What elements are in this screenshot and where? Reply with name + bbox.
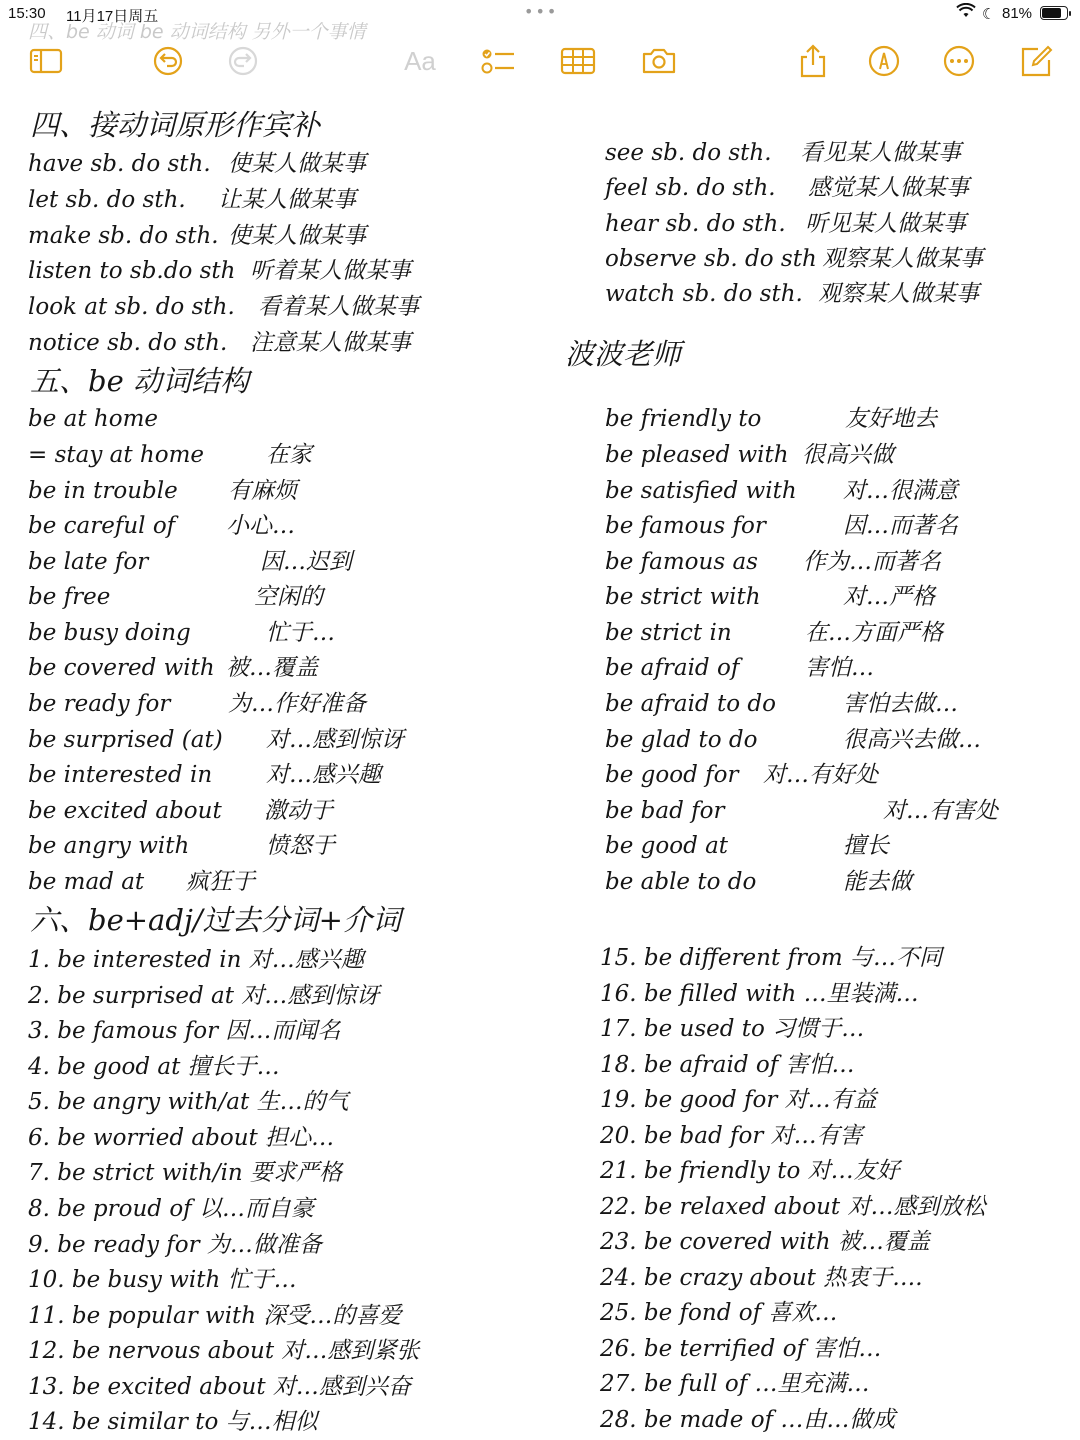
phrase-en: be able to do <box>605 869 757 895</box>
signature: 波波老师 <box>565 337 682 371</box>
numbered-phrase: 6. be worried about 担心… <box>28 1125 335 1151</box>
section-heading: 四、接动词原形作宾补 <box>30 108 321 142</box>
phrase-cn: 作为…而著名 <box>803 549 941 575</box>
numbered-phrase: 4. be good at 擅长于… <box>28 1054 280 1080</box>
phrase-en: be famous as <box>605 549 758 575</box>
phrase-cn: 因…迟到 <box>260 549 352 575</box>
phrase-cn: 害怕… <box>805 655 874 681</box>
status-date: 11月17日周五 <box>66 8 159 25</box>
numbered-phrase: 10. be busy with 忙于… <box>28 1267 297 1293</box>
phrase-en: be bad for <box>605 798 725 824</box>
phrase-en: be pleased with <box>605 442 789 468</box>
wifi-icon <box>956 3 976 23</box>
phrase-en: be strict with <box>605 584 761 610</box>
camera-icon[interactable] <box>641 44 677 78</box>
phrase-cn: 使某人做某事 <box>228 151 366 177</box>
phrase-en: make sb. do sth. <box>28 223 219 249</box>
numbered-phrase: 25. be fond of 喜欢… <box>600 1300 838 1326</box>
multitasking-dots-icon[interactable]: ••• <box>524 2 559 21</box>
phrase-cn: 观察某人做某事 <box>822 246 983 272</box>
phrase-en: be friendly to <box>605 406 762 432</box>
numbered-phrase: 5. be angry with/at 生…的气 <box>28 1089 349 1115</box>
phrase-cn: 愤怒于 <box>266 833 335 859</box>
status-time: 15:30 <box>8 5 46 22</box>
numbered-phrase: 17. be used to 习惯于… <box>600 1016 865 1042</box>
phrase-en: be free <box>28 584 111 610</box>
phrase-cn: 激动于 <box>264 798 333 824</box>
numbered-phrase: 9. be ready for 为…做准备 <box>28 1232 322 1258</box>
numbered-phrase: 27. be full of …里充满… <box>600 1371 870 1397</box>
undo-icon[interactable] <box>150 44 186 78</box>
phrase-en: be in trouble <box>28 478 178 504</box>
phrase-cn: 对…严格 <box>843 584 935 610</box>
phrase-cn: 注意某人做某事 <box>250 330 411 356</box>
phrase-cn: 对…有害处 <box>883 798 998 824</box>
phrase-en: watch sb. do sth. <box>605 281 803 307</box>
numbered-phrase: 18. be afraid of 害怕… <box>600 1052 855 1078</box>
text-format-icon[interactable]: Aa <box>404 46 436 76</box>
phrase-en: notice sb. do sth. <box>28 330 228 356</box>
numbered-phrase: 15. be different from 与…不同 <box>600 945 942 971</box>
phrase-cn: 看着某人做某事 <box>258 294 419 320</box>
phrase-en: look at sb. do sth. <box>28 294 235 320</box>
numbered-phrase: 20. be bad for 对…有害 <box>600 1123 863 1149</box>
phrase-en: be careful of <box>28 513 176 539</box>
phrase-en: be late for <box>28 549 149 575</box>
phrase-cn: 在家 <box>266 442 312 468</box>
numbered-phrase: 21. be friendly to 对…友好 <box>600 1158 900 1184</box>
table-icon[interactable] <box>560 44 596 78</box>
phrase-en: feel sb. do sth. <box>605 175 776 201</box>
phrase-cn: 忙于… <box>266 620 335 646</box>
phrase-en: be mad at <box>28 869 145 895</box>
numbered-phrase: 13. be excited about 对…感到兴奋 <box>28 1374 411 1400</box>
phrase-en: be interested in <box>28 762 213 788</box>
phrase-cn: 为…作好准备 <box>228 691 366 717</box>
phrase-en: hear sb. do sth. <box>605 211 786 237</box>
phrase-en: be excited about <box>28 798 222 824</box>
phrase-cn: 听着某人做某事 <box>250 258 411 284</box>
phrase-en: observe sb. do sth <box>605 246 817 272</box>
numbered-phrase: 26. be terrified of 害怕… <box>600 1336 882 1362</box>
numbered-phrase: 11. be popular with 深受…的喜爱 <box>28 1303 402 1329</box>
phrase-en: let sb. do sth. <box>28 187 186 213</box>
numbered-phrase: 8. be proud of 以…而自豪 <box>28 1196 314 1222</box>
markup-icon[interactable] <box>866 44 902 78</box>
phrase-en: = stay at home <box>28 442 204 468</box>
phrase-cn: 看见某人做某事 <box>800 140 961 166</box>
section-heading: 六、be+adj/过去分词+介词 <box>30 903 401 937</box>
numbered-phrase: 3. be famous for 因…而闻名 <box>28 1018 341 1044</box>
phrase-cn: 空闲的 <box>254 584 323 610</box>
phrase-cn: 对…有好处 <box>763 762 878 788</box>
battery-icon <box>1040 6 1068 20</box>
phrase-cn: 在…方面严格 <box>805 620 943 646</box>
phrase-cn: 小心… <box>226 513 295 539</box>
phrase-cn: 使某人做某事 <box>228 223 366 249</box>
phrase-en: be strict in <box>605 620 732 646</box>
phrase-cn: 观察某人做某事 <box>818 281 979 307</box>
battery-percent: 81% <box>1002 5 1033 22</box>
phrase-en: be afraid to do <box>605 691 776 717</box>
phrase-cn: 因…而著名 <box>843 513 958 539</box>
phrase-cn: 有麻烦 <box>228 478 297 504</box>
phrase-en: be at home <box>28 406 158 432</box>
numbered-phrase: 2. be surprised at 对…感到惊讶 <box>28 983 380 1009</box>
note-canvas[interactable] <box>0 95 1080 1440</box>
phrase-cn: 擅长 <box>843 833 889 859</box>
phrase-en: be satisfied with <box>605 478 797 504</box>
phrase-cn: 被…覆盖 <box>226 655 318 681</box>
phrase-en: be ready for <box>28 691 171 717</box>
phrase-en: be busy doing <box>28 620 191 646</box>
phrase-en: listen to sb.do sth <box>28 258 236 284</box>
phrase-cn: 疯狂于 <box>186 869 255 895</box>
phrase-cn: 很高兴做 <box>802 442 894 468</box>
phrase-en: be glad to do <box>605 727 758 753</box>
moon-icon: ☾ <box>982 6 996 23</box>
phrase-cn: 能去做 <box>843 869 912 895</box>
phrase-cn: 友好地去 <box>845 406 937 432</box>
checklist-icon[interactable] <box>480 44 516 78</box>
more-icon[interactable] <box>941 44 977 78</box>
phrase-cn: 对…感兴趣 <box>266 762 381 788</box>
phrase-en: be good at <box>605 833 729 859</box>
numbered-phrase: 22. be relaxed about 对…感到放松 <box>600 1194 986 1220</box>
phrase-en: be afraid of <box>605 655 740 681</box>
numbered-phrase: 7. be strict with/in 要求严格 <box>28 1160 343 1186</box>
numbered-phrase: 24. be crazy about 热衷于…. <box>600 1265 923 1291</box>
phrase-en: be famous for <box>605 513 766 539</box>
phrase-cn: 让某人做某事 <box>218 187 356 213</box>
phrase-cn: 对…很满意 <box>843 478 958 504</box>
phrase-en: be angry with <box>28 833 190 859</box>
numbered-phrase: 14. be similar to 与…相似 <box>28 1409 318 1435</box>
section-heading: 五、be 动词结构 <box>30 364 249 398</box>
numbered-phrase: 1. be interested in 对…感兴趣 <box>28 947 364 973</box>
numbered-phrase: 19. be good for 对…有益 <box>600 1087 877 1113</box>
phrase-cn: 害怕去做… <box>843 691 958 717</box>
phrase-cn: 听见某人做某事 <box>805 211 966 237</box>
note-title-ghost: 四、be 动词 be 动词结构 另外一个事情 <box>28 21 366 43</box>
phrase-cn: 很高兴去做… <box>843 727 981 753</box>
phrase-cn: 感觉某人做某事 <box>808 175 969 201</box>
phrase-en: see sb. do sth. <box>605 140 772 166</box>
sidebar-icon[interactable] <box>28 44 64 78</box>
phrase-en: be covered with <box>28 655 215 681</box>
compose-icon[interactable] <box>1018 44 1054 78</box>
phrase-en: be good for <box>605 762 739 788</box>
numbered-phrase: 12. be nervous about 对…感到紧张 <box>28 1338 420 1364</box>
phrase-cn: 对…感到惊讶 <box>266 727 404 753</box>
share-icon[interactable] <box>795 44 831 78</box>
phrase-en: be surprised (at) <box>28 727 223 753</box>
redo-icon[interactable] <box>225 44 261 78</box>
numbered-phrase: 23. be covered with 被…覆盖 <box>600 1229 930 1255</box>
numbered-phrase: 28. be made of …由…做成 <box>600 1407 896 1433</box>
numbered-phrase: 16. be filled with …里装满… <box>600 981 919 1007</box>
phrase-en: have sb. do sth. <box>28 151 211 177</box>
